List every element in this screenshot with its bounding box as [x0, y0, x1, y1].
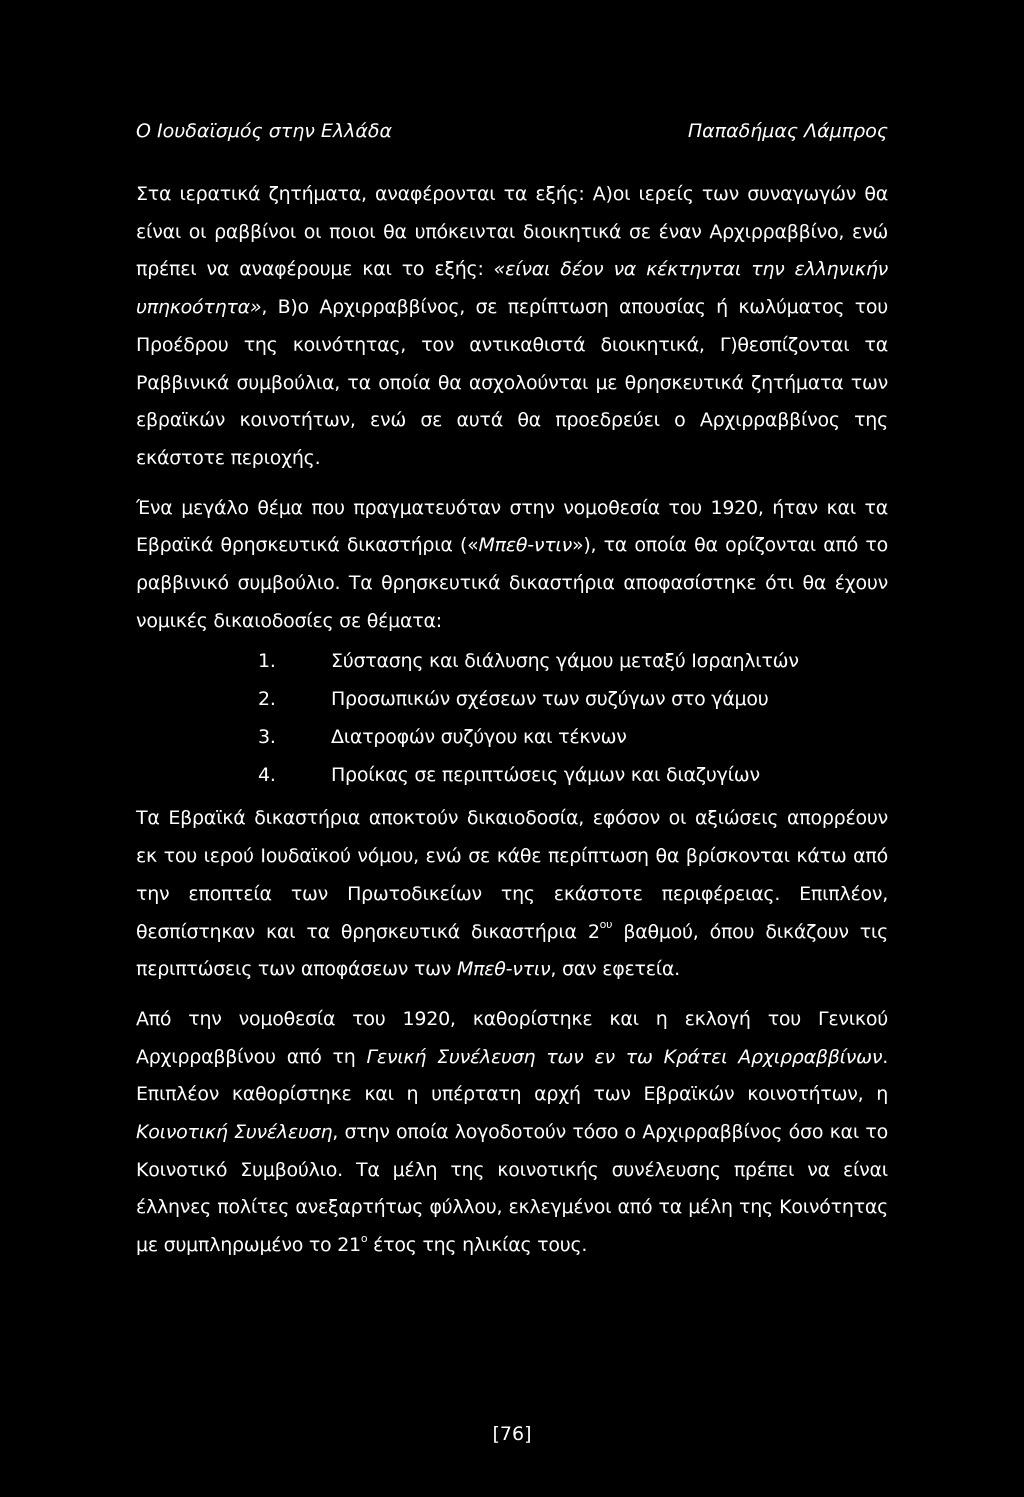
text-segment: , Β)ο Αρχιρραββίνος, σε περίπτωση απουσίας ή κωλύματος του Προέδρου της κοινότητας, τον αντικαθιστά διοικητικά, Γ)θεσπίζονται τα Ραββινικά συμβούλια, τα οποία θα ασχολούνται με θρησκευτικά ζητήματα των εβραϊκών κοινοτήτων, ενώ σε αυτά θα προεδρεύει ο Αρχιρραββίνος της εκάστοτε περιοχής. — [136, 296, 888, 469]
paragraph-court-jurisdiction — [136, 800, 888, 989]
superscript: ο — [360, 1231, 368, 1245]
text-segment: »), τα οποία θα ορίζονται από το ραββινικό συμβούλιο. Τα θρησκευτικά δικαστήρια αποφασίστηκε ότι θα έχουν νομικές δικαιοδοσίες σε θέματα: — [136, 534, 888, 632]
italic-quote: «είναι δέον να κέκτηνται την ελληνικήν υπηκοότητα» — [136, 258, 888, 319]
text-segment: Από την νομοθεσία του 1920, καθορίστηκε και η εκλογή του Γενικού Αρχιρραββίνου από τη — [136, 1007, 888, 1068]
list-item — [136, 718, 888, 756]
text-segment: βαθμού, όπου δικάζουν τις περιπτώσεις των αποφάσεων των — [136, 920, 888, 981]
italic-term: Γενική Συνέλευση των εν τω Κράτει Αρχιρραββίνων — [366, 1045, 883, 1068]
list-number: 1. — [258, 650, 276, 673]
text-segment: . Επιπλέον καθορίστηκε και η υπέρτατη αρχή των Εβραϊκών κοινοτήτων, η — [136, 1045, 888, 1106]
list-item — [136, 756, 888, 794]
header-book-title: Ο Ιουδαϊσμός στην Ελλάδα — [136, 120, 393, 142]
running-header — [136, 117, 888, 145]
text-segment: , σαν εφετεία. — [550, 958, 680, 981]
paragraph-gap — [136, 478, 888, 490]
list-number: 2. — [258, 688, 276, 711]
list-text: Προίκας σε περιπτώσεις γάμων και διαζυγίων — [331, 764, 760, 787]
paragraph-priestly-matters — [136, 176, 888, 478]
paragraph-chief-rabbi-election — [136, 1001, 888, 1265]
list-number: 3. — [258, 726, 276, 749]
text-segment: έτος της ηλικίας τους. — [367, 1234, 588, 1257]
list-item — [136, 642, 888, 680]
paragraph-gap — [136, 989, 888, 1001]
italic-term: Μπεθ-ντιν — [456, 958, 551, 981]
jurisdiction-list — [136, 642, 888, 794]
page-number: [76] — [492, 1423, 532, 1445]
list-text: Διατροφών συζύγου και τέκνων — [331, 726, 627, 749]
text-segment: , στην οποία λογοδοτούν τόσο ο Αρχιρραββίνος όσο και το Κοινοτικό Συμβούλιο. Τα μέλη της κοινοτικής συνέλευσης πρέπει να είναι έλληνες πολίτες ανεξαρτήτως φύλλου, εκλεγμένοι από τα μέλη της Κοινότητας με συμπληρωμένο το 21 — [136, 1121, 888, 1257]
italic-term: Κοινοτική Συνέλευση — [136, 1121, 333, 1144]
paragraph-religious-courts — [136, 490, 888, 641]
header-author: Παπαδήμας Λάμπρος — [687, 120, 888, 142]
text-segment: Τα Εβραϊκά δικαστήρια αποκτούν δικαιοδοσία, εφόσον οι αξιώσεις απορρέουν εκ του ιερού Ιουδαϊκού νόμου, ενώ σε κάθε περίπτωση θα βρίσκονται κάτω από την εποπτεία των Πρωτοδικείων της εκάστοτε περιφέρειας. Επιπλέον, θεσπίστηκαν και τα θρησκευτικά δικαστήρια 2 — [136, 807, 888, 943]
list-text: Σύστασης και διάλυσης γάμου μεταξύ Ισραηλιτών — [331, 650, 799, 673]
list-item — [136, 680, 888, 718]
italic-term: Μπεθ-ντιν — [478, 534, 572, 557]
list-text: Προσωπικών σχέσεων των συζύγων στο γάμου — [331, 688, 769, 711]
body-text — [136, 176, 888, 1265]
superscript: ου — [599, 918, 613, 932]
text-segment: Στα ιερατικά ζητήματα, αναφέρονται τα εξής: Α)οι ιερείς των συναγωγών θα είναι οι ραββίνοι οι ποιοι θα υπόκεινται διοικητικά σε έναν Αρχιρραββίνο, ενώ πρέπει να αναφέρουμε και το εξής: — [136, 183, 888, 281]
text-segment: Ένα μεγάλο θέμα που πραγματευόταν στην νομοθεσία του 1920, ήταν και τα Εβραϊκά θρησκευτικά δικαστήρια (« — [136, 496, 888, 557]
list-number: 4. — [258, 764, 276, 787]
